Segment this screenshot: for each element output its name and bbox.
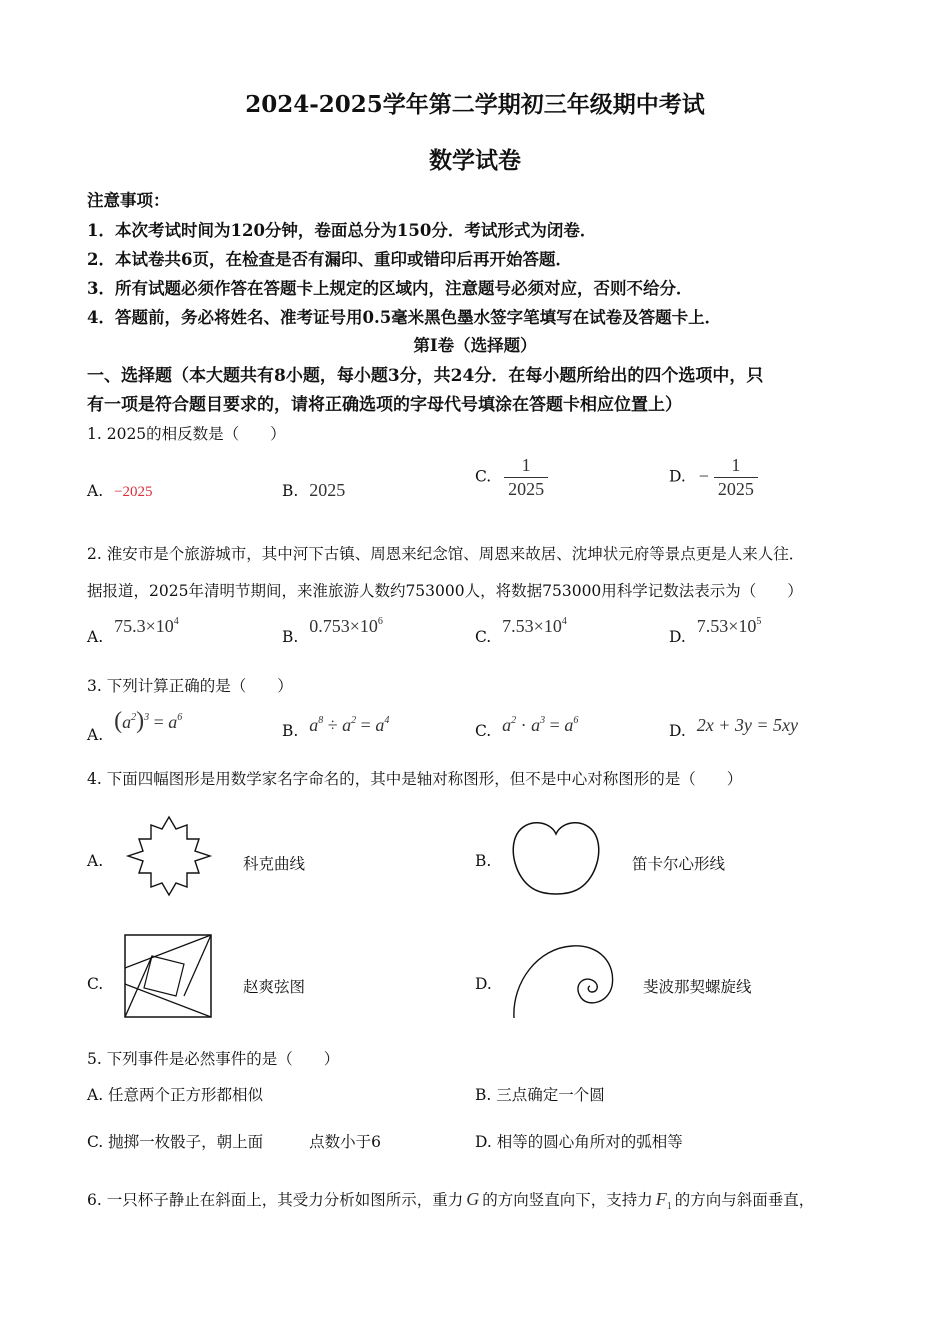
fraction	[714, 455, 758, 500]
option-expression: $a^8 \div a^2 = a^4$	[309, 715, 390, 735]
q4-a-name: 科克曲线	[243, 855, 306, 873]
option-label: A.	[87, 482, 104, 500]
q4-option-c-label[interactable]: C.	[87, 975, 104, 993]
denominator: 2025	[504, 477, 548, 500]
numerator: 1	[521, 455, 531, 475]
note-item: 1．本次考试时间为120分钟，卷面总分为150分．考试形式为闭卷．	[87, 221, 597, 240]
q1-option-a[interactable]	[87, 482, 153, 501]
q5-option-d[interactable]: D. 相等的圆心角所对的弧相等	[475, 1133, 683, 1151]
option-label: B.	[282, 482, 299, 500]
note-item: 4．答题前，务必将姓名、准考证号用0.5毫米黑色墨水签字笔填写在试卷及答题卡上．	[87, 308, 722, 327]
option-base: 0.753×10	[309, 616, 378, 636]
option-base: 75.3×10	[114, 616, 174, 636]
stem-text: 6. 一只杯子静止在斜面上，其受力分析如图所示，重力	[87, 1191, 464, 1209]
q4-option-d-label[interactable]: D.	[475, 975, 492, 993]
option-text: 点数小于6	[309, 1133, 382, 1151]
option-label: A.	[87, 726, 104, 744]
minus-sign: −	[698, 465, 709, 486]
q4-c-name: 赵爽弦图	[243, 978, 306, 996]
q5-stem: 5. 下列事件是必然事件的是（ ）	[87, 1050, 340, 1068]
option-label: C.	[475, 467, 492, 486]
q4-option-b-label[interactable]: B.	[475, 852, 492, 870]
q2-stem-line: 据报道，2025年清明节期间，来淮旅游人数约753000人，将数据753000用科学记数法表示为（ ）	[87, 582, 803, 600]
q3-option-a[interactable]	[87, 708, 183, 744]
option-label: B.	[282, 628, 299, 646]
q1-stem: 1. 2025的相反数是（ ）	[87, 425, 286, 443]
q2-option-a[interactable]	[87, 616, 179, 646]
exam-title: 2024-2025学年第二学期初三年级期中考试	[245, 91, 705, 118]
q5-option-c[interactable]	[87, 1130, 381, 1152]
option-expression: $a^2 \cdot a^3 = a^6$	[502, 715, 579, 735]
volume-title: 第I卷（选择题）	[413, 336, 537, 355]
q2-option-c[interactable]	[475, 616, 567, 646]
numerator: 1	[731, 455, 741, 475]
q3-option-d[interactable]	[669, 715, 798, 740]
option-label: A.	[87, 628, 104, 646]
q3-option-c[interactable]	[475, 715, 579, 740]
fraction	[504, 455, 548, 500]
q4-b-name: 笛卡尔心形线	[632, 855, 726, 873]
exponent: 5	[756, 616, 762, 627]
fibonacci-spiral-figure	[510, 942, 618, 1020]
option-label: D.	[669, 467, 686, 486]
stem-text: 的方向竖直向下，支持力	[482, 1191, 653, 1209]
q5-option-b[interactable]: B. 三点确定一个圆	[475, 1086, 605, 1104]
q6-stem	[87, 1188, 814, 1212]
option-value: −2025	[114, 484, 153, 500]
note-item: 3．所有试题必须作答在答题卡上规定的区域内，注意题号必须对应，否则不给分．	[87, 279, 693, 298]
option-text: C. 抛掷一枚骰子，朝上面	[87, 1133, 264, 1151]
q1-option-d[interactable]	[669, 455, 758, 500]
stem-text: 的方向与斜面垂直，	[674, 1191, 815, 1209]
option-base: 7.53×10	[696, 616, 757, 636]
option-label: C.	[475, 722, 492, 740]
note-item: 2．本试卷共6页，在检查是否有漏印、重印或错印后再开始答题．	[87, 250, 572, 269]
option-expression: 2x + 3y = 5xy	[696, 715, 798, 735]
q3-stem: 3. 下列计算正确的是（ ）	[87, 677, 293, 695]
exponent: 4	[173, 616, 179, 627]
q2-stem-line: 2. 淮安市是个旅游城市，其中河下古镇、周恩来纪念馆、周恩来故居、沈坤状元府等景点更是人来人往．	[87, 545, 805, 563]
force-symbol: F	[655, 1189, 667, 1209]
koch-snowflake-figure	[124, 815, 214, 897]
option-label: C.	[475, 628, 492, 646]
q2-option-b[interactable]	[282, 616, 383, 646]
denominator: 2025	[714, 477, 758, 500]
q5-option-a[interactable]: A. 任意两个正方形都相似	[87, 1086, 264, 1104]
exponent: 6	[377, 616, 383, 627]
section-heading: 有一项是符合题目要求的，请将正确选项的字母代号填涂在答题卡相应位置上）	[87, 395, 682, 415]
exam-subtitle: 数学试卷	[429, 147, 521, 174]
force-subscript: 1	[666, 1201, 672, 1213]
q1-option-b[interactable]	[282, 480, 345, 501]
cardioid-figure	[510, 816, 602, 898]
q3-option-b[interactable]	[282, 715, 390, 740]
option-label: D.	[669, 722, 686, 740]
q2-option-d[interactable]	[669, 616, 762, 646]
q1-option-c[interactable]	[475, 455, 548, 500]
zhao-shuang-diagram-figure	[124, 934, 212, 1018]
option-expression: $(a^2)^3 = a^6$	[114, 708, 183, 734]
option-label: B.	[282, 722, 299, 740]
exponent: 4	[561, 616, 567, 627]
q4-option-a-label[interactable]: A.	[87, 852, 104, 870]
section-heading: 一、选择题（本大题共有8小题，每小题3分，共24分．在每小题所给出的四个选项中，只	[87, 366, 764, 386]
q4-stem: 4. 下面四幅图形是用数学家名字命名的，其中是轴对称图形，但不是中心对称图形的是（ ）	[87, 770, 743, 788]
notes-heading: 注意事项：	[87, 191, 170, 210]
q4-d-name: 斐波那契螺旋线	[643, 978, 752, 996]
option-label: D.	[669, 628, 686, 646]
gravity-symbol: G	[466, 1189, 480, 1209]
option-value: 2025	[309, 480, 346, 500]
option-base: 7.53×10	[502, 616, 562, 636]
